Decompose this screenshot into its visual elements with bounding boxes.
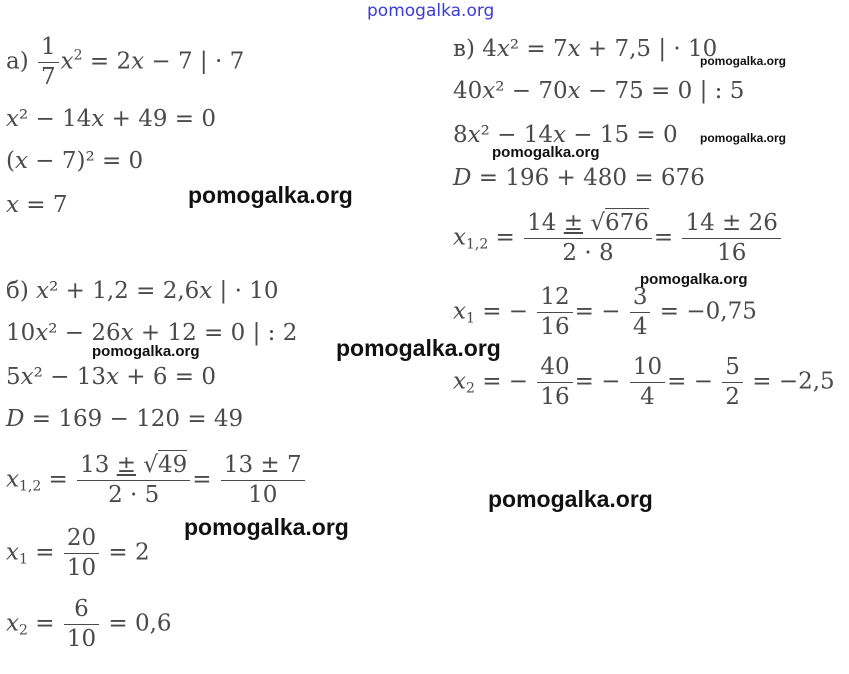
- fraction-one-seventh: $\frac{1}{7}$: [38, 36, 59, 89]
- part-v-x12-fraction-2: $\frac{14 \pm 26}{16}$: [682, 212, 780, 265]
- watermark: pomogalka.org: [92, 343, 200, 360]
- part-b-x2-fraction: $\frac{6}{10}$: [64, 598, 99, 651]
- part-b-x12-line: $x_{1,2}$ = $\frac{13 \pm √49}{2 \cdot 5}$ = $\frac{13 \pm 7}{10}$: [6, 454, 307, 507]
- part-b-x1-fraction: $\frac{20}{10}$: [64, 527, 99, 580]
- part-b-label: б): [6, 278, 29, 304]
- part-v-line-4: 𝐷 = 196 + 480 = 676: [453, 165, 705, 191]
- watermark: pomogalka.org: [700, 54, 787, 68]
- part-v-line-2: 40𝑥² − 70𝑥 − 75 = 0 | : 5: [453, 78, 745, 104]
- part-v-x12-line: $x_{1,2}$ = $\frac{14 \pm √676}{2 \cdot 8}$ = $\frac{14 \pm 26}{16}$: [453, 212, 783, 265]
- watermark: pomogalka.org: [700, 131, 787, 145]
- part-b-x2-line: $x_2$ = $\frac{6}{10}$ = 0,6: [6, 596, 172, 652]
- part-b-x12-fraction-1: $\frac{13 \pm √49}{2 \cdot 5}$: [77, 454, 190, 507]
- part-v-label: в): [453, 36, 475, 62]
- part-b-line-1: [6, 280, 279, 303]
- part-b-x12-fraction-2: $\frac{13 \pm 7}{10}$: [221, 454, 305, 507]
- part-v-x1-fraction-2: $\frac{3}{4}$: [630, 286, 651, 339]
- watermark: pomogalka.org: [184, 514, 349, 540]
- part-b-line-1-text: 𝑥² + 1,2 = 2,6𝑥 | · 10: [36, 278, 279, 304]
- part-b-line-2: 10𝑥² − 26𝑥 + 12 = 0 | : 2: [6, 320, 298, 346]
- part-v-x1-fraction-1: $\frac{12}{16}$: [537, 286, 572, 339]
- watermark: pomogalka.org: [188, 182, 353, 208]
- watermark: pomogalka.org: [640, 271, 748, 288]
- part-v-x12-fraction-1: $\frac{14 \pm √676}{2 \cdot 8}$: [524, 212, 652, 265]
- part-v-x1-line: $x_1$ = − $\frac{12}{16}$ = − $\frac{3}{4}$ = −0,75: [453, 284, 757, 340]
- part-v-x2-result: = −2,5: [752, 368, 835, 395]
- part-v-x2-line: $x_2$ = − $\frac{40}{16}$ = − $\frac{10}{4}$ = − $\frac{5}{2}$ = −2,5: [453, 354, 835, 410]
- part-b-line-3: 5𝑥² − 13𝑥 + 6 = 0: [6, 364, 217, 390]
- part-b-line-4: 𝐷 = 169 − 120 = 49: [6, 406, 244, 432]
- part-a-line-2: 𝑥² − 14𝑥 + 49 = 0: [6, 106, 217, 132]
- watermark: pomogalka.org: [336, 335, 501, 361]
- part-b-x1-result: = 2: [108, 539, 150, 566]
- part-a-line-1-rhs: = 2𝑥 − 7 | · 7: [89, 48, 245, 75]
- part-b-x1-line: $x_1$ = $\frac{20}{10}$ = 2: [6, 525, 150, 581]
- part-v-line-1: [453, 38, 717, 61]
- part-v-line-1-text: 4𝑥² = 7𝑥 + 7,5 | · 10: [482, 36, 718, 62]
- part-a-line-4: 𝑥 = 7: [6, 192, 68, 218]
- part-v-x2-fraction-3: $\frac{5}{2}$: [722, 356, 743, 409]
- part-v-line-3: 8𝑥² − 14𝑥 − 15 = 0: [453, 122, 678, 148]
- watermark: pomogalka.org: [488, 486, 653, 512]
- top-watermark: pomogalka.org: [367, 1, 495, 21]
- part-v-x1-result: = −0,75: [659, 298, 757, 325]
- part-v-x2-fraction-2: $\frac{10}{4}$: [630, 356, 665, 409]
- part-a-label: а): [6, 48, 29, 75]
- part-a-line-1: а) $\frac{1}{7}$ $x^2$ = 2𝑥 − 7 | · 7: [6, 34, 245, 90]
- part-a-line-3: (𝑥 − 7)² = 0: [6, 148, 144, 174]
- part-v-x2-fraction-1: $\frac{40}{16}$: [537, 356, 572, 409]
- part-b-x2-result: = 0,6: [108, 610, 172, 637]
- watermark: pomogalka.org: [492, 144, 600, 161]
